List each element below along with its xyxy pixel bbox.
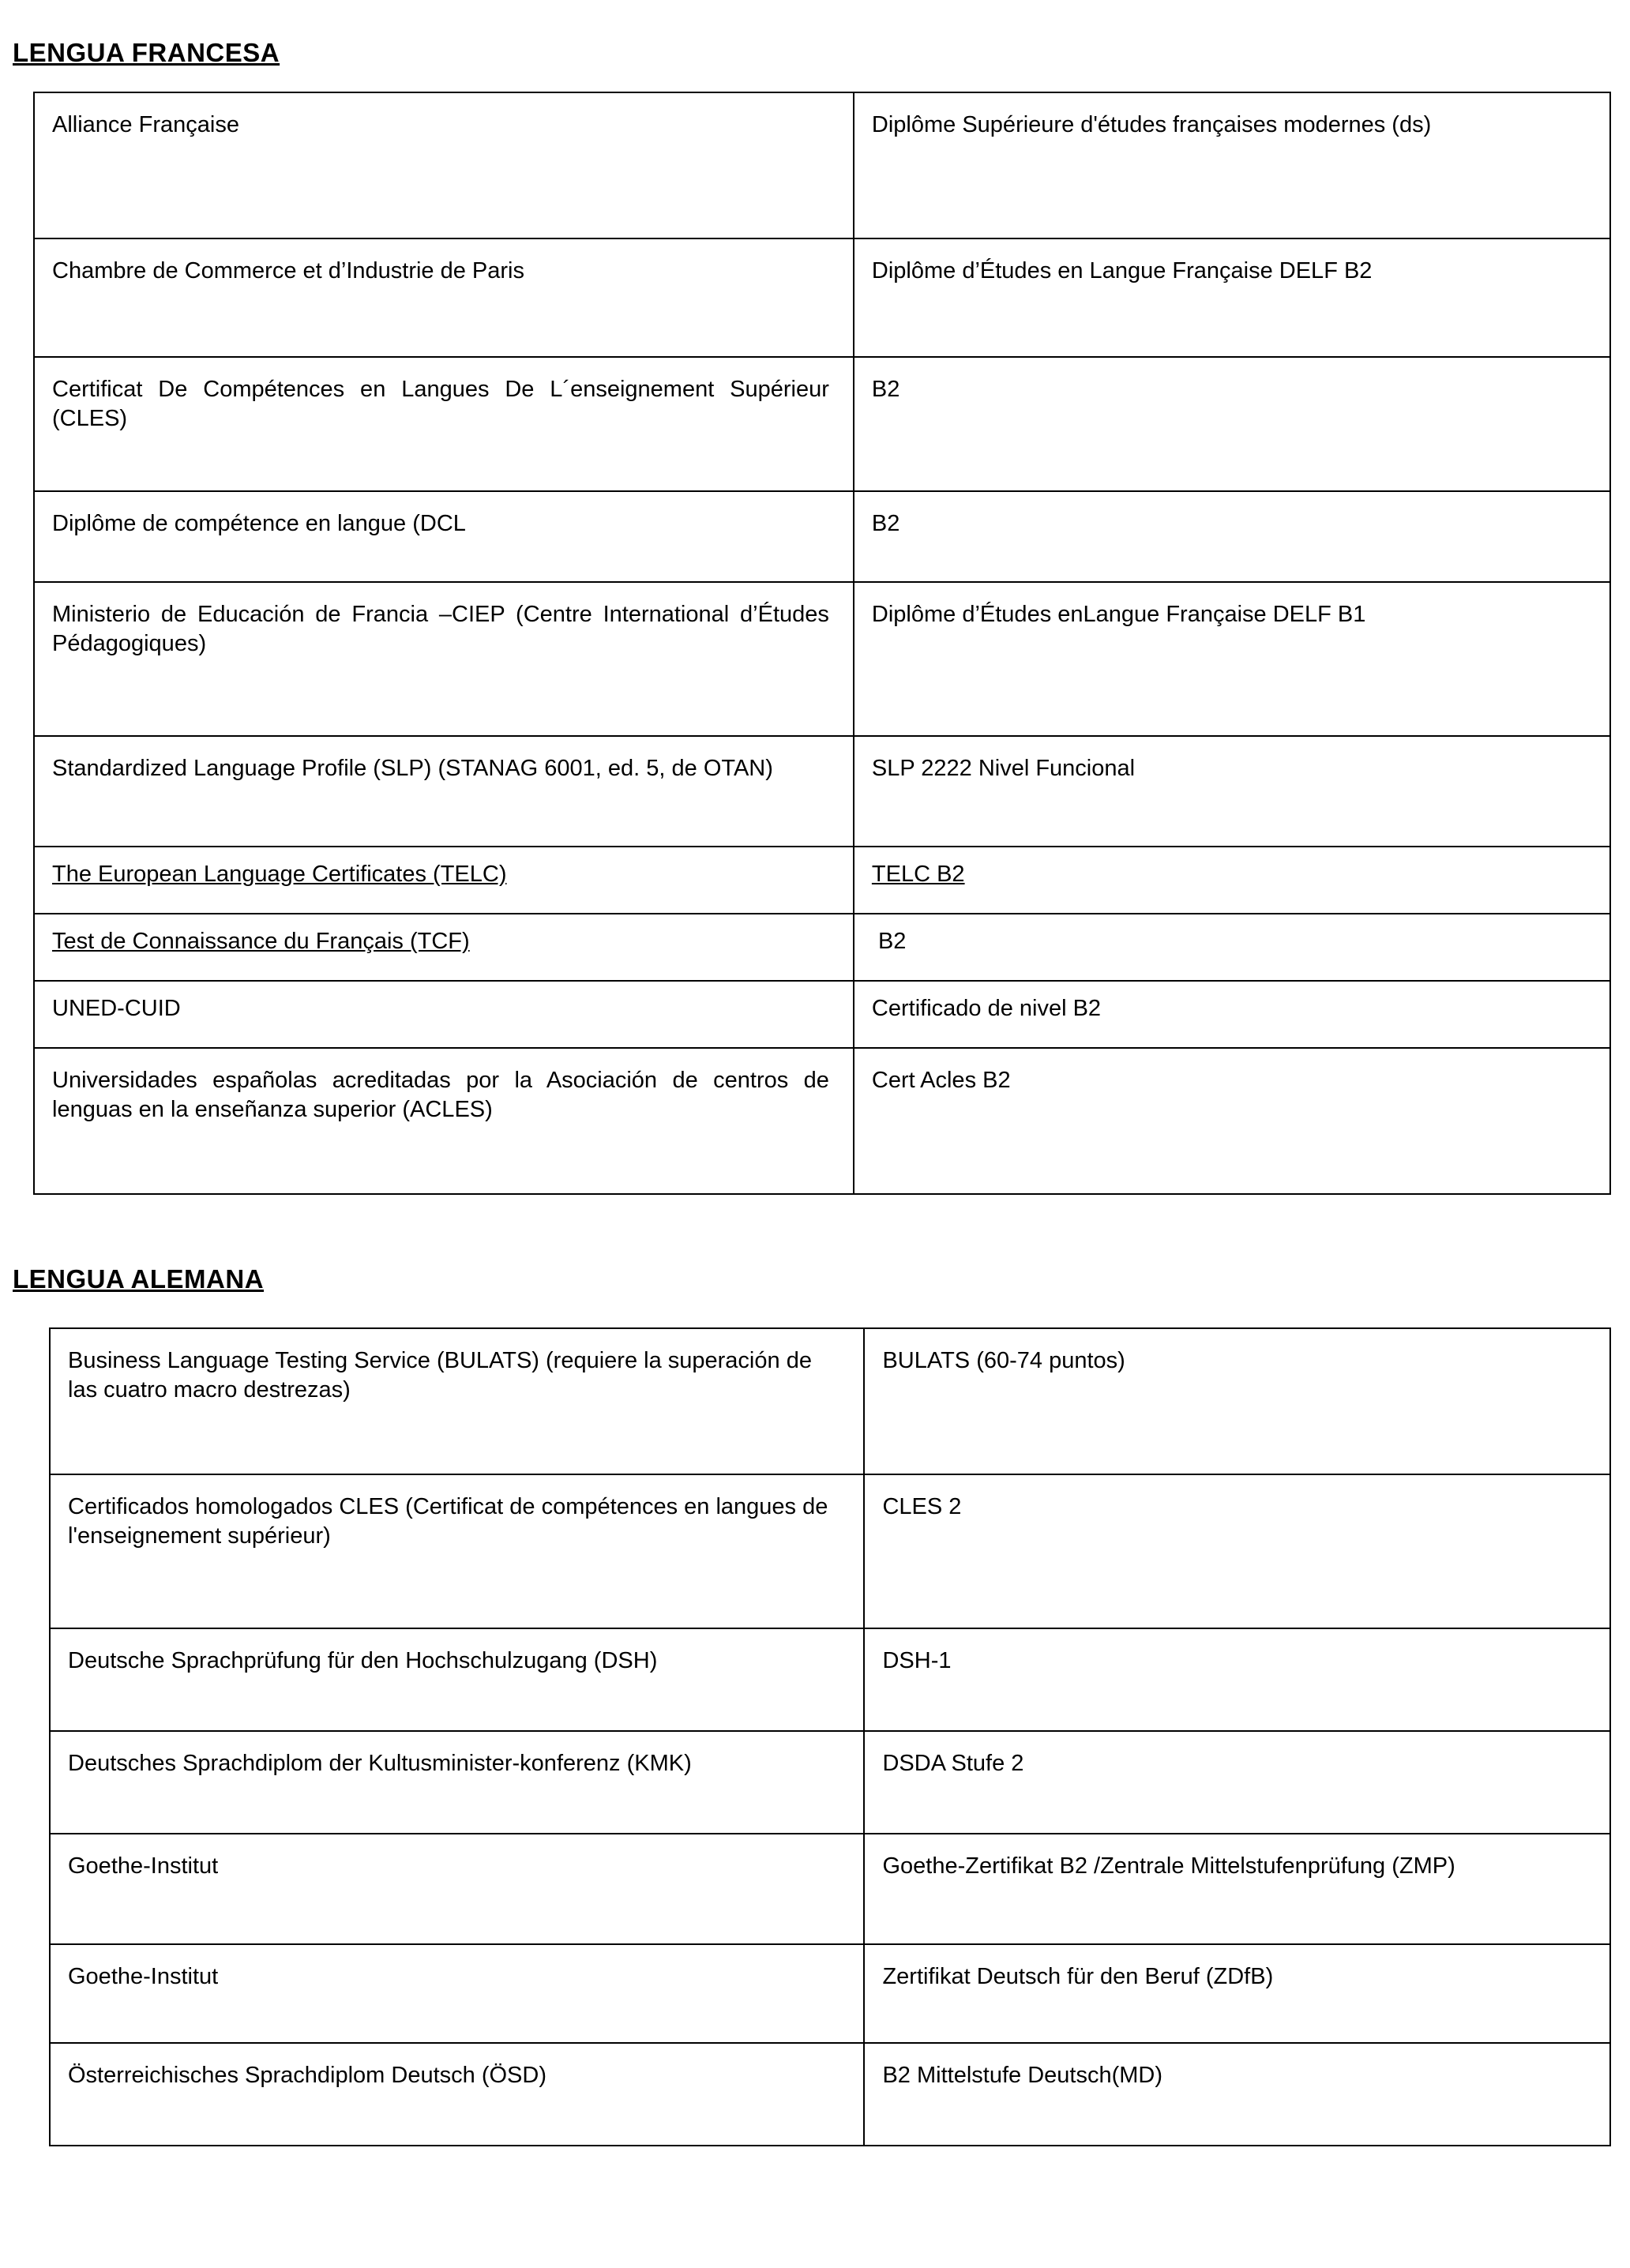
section-heading-lengua-francesa: LENGUA FRANCESA	[13, 38, 280, 67]
table-row	[34, 582, 1610, 736]
table-row	[50, 1731, 1610, 1834]
certificate-cell: TELC B2	[854, 847, 1610, 914]
institution-cell: Goethe-Institut	[50, 1834, 864, 1944]
certificates-table-alemana	[49, 1327, 1611, 2146]
institution-cell: Universidades españolas acreditadas por la Asociación de centros de lenguas en la enseñanza superior (ACLES)	[34, 1048, 854, 1194]
table-row	[50, 1944, 1610, 2043]
table-row	[34, 491, 1610, 582]
institution-cell: Deutsche Sprachprüfung für den Hochschulzugang (DSH)	[50, 1628, 864, 1731]
table-row	[50, 1628, 1610, 1731]
table-row	[34, 847, 1610, 914]
certificate-cell: SLP 2222 Nivel Funcional	[854, 736, 1610, 847]
certificate-cell: Goethe-Zertifikat B2 /Zentrale Mittelstufenprüfung (ZMP)	[864, 1834, 1610, 1944]
certificate-cell: B2	[854, 914, 1610, 981]
certificate-cell: CLES 2	[864, 1474, 1610, 1628]
table-row	[34, 914, 1610, 981]
table-row	[34, 92, 1610, 238]
certificate-cell: B2 Mittelstufe Deutsch(MD)	[864, 2043, 1610, 2146]
institution-cell: Certificat De Compétences en Langues De L´enseignement Supérieur (CLES)	[34, 357, 854, 491]
institution-cell: UNED-CUID	[34, 981, 854, 1048]
institution-cell: Test de Connaissance du Français (TCF)	[34, 914, 854, 981]
certificate-cell: Zertifikat Deutsch für den Beruf (ZDfB)	[864, 1944, 1610, 2043]
table-row	[50, 2043, 1610, 2146]
certificate-cell: Certificado de nivel B2	[854, 981, 1610, 1048]
institution-cell: Diplôme de compétence en langue (DCL	[34, 491, 854, 582]
certificate-cell: DSDA Stufe 2	[864, 1731, 1610, 1834]
certificate-cell: DSH-1	[864, 1628, 1610, 1731]
institution-cell: Standardized Language Profile (SLP) (STANAG 6001, ed. 5, de OTAN)	[34, 736, 854, 847]
table-row	[34, 736, 1610, 847]
institution-cell: Österreichisches Sprachdiplom Deutsch (ÖSD)	[50, 2043, 864, 2146]
table-row	[34, 1048, 1610, 1194]
table-row	[34, 981, 1610, 1048]
certificate-cell: Diplôme Supérieure d'études françaises modernes (ds)	[854, 92, 1610, 238]
table-row	[34, 238, 1610, 357]
institution-cell: Goethe-Institut	[50, 1944, 864, 2043]
certificate-cell: BULATS (60-74 puntos)	[864, 1328, 1610, 1474]
institution-cell: Deutsches Sprachdiplom der Kultusminister-konferenz (KMK)	[50, 1731, 864, 1834]
institution-cell: Alliance Française	[34, 92, 854, 238]
section-lengua-alemana	[0, 1264, 1630, 2146]
table-row	[50, 1474, 1610, 1628]
certificate-cell: Diplôme d’Études enLangue Française DELF B1	[854, 582, 1610, 736]
table-row	[50, 1834, 1610, 1944]
institution-cell: Ministerio de Educación de Francia –CIEP (Centre International d’Études Pédagogiques)	[34, 582, 854, 736]
institution-cell: Certificados homologados CLES (Certificat de compétences en langues de l'enseignement supérieur)	[50, 1474, 864, 1628]
certificate-cell: Diplôme d’Études en Langue Française DELF B2	[854, 238, 1610, 357]
section-lengua-francesa	[0, 38, 1630, 1195]
table-row	[50, 1328, 1610, 1474]
certificate-cell: B2	[854, 357, 1610, 491]
certificate-cell: B2	[854, 491, 1610, 582]
certificates-table-francesa	[33, 92, 1611, 1195]
section-heading-lengua-alemana: LENGUA ALEMANA	[13, 1264, 265, 1294]
institution-cell: Chambre de Commerce et d’Industrie de Paris	[34, 238, 854, 357]
institution-cell: Business Language Testing Service (BULATS) (requiere la superación de las cuatro macro destrezas)	[50, 1328, 864, 1474]
table-row	[34, 357, 1610, 491]
certificate-cell: Cert Acles B2	[854, 1048, 1610, 1194]
institution-cell: The European Language Certificates (TELC)	[34, 847, 854, 914]
